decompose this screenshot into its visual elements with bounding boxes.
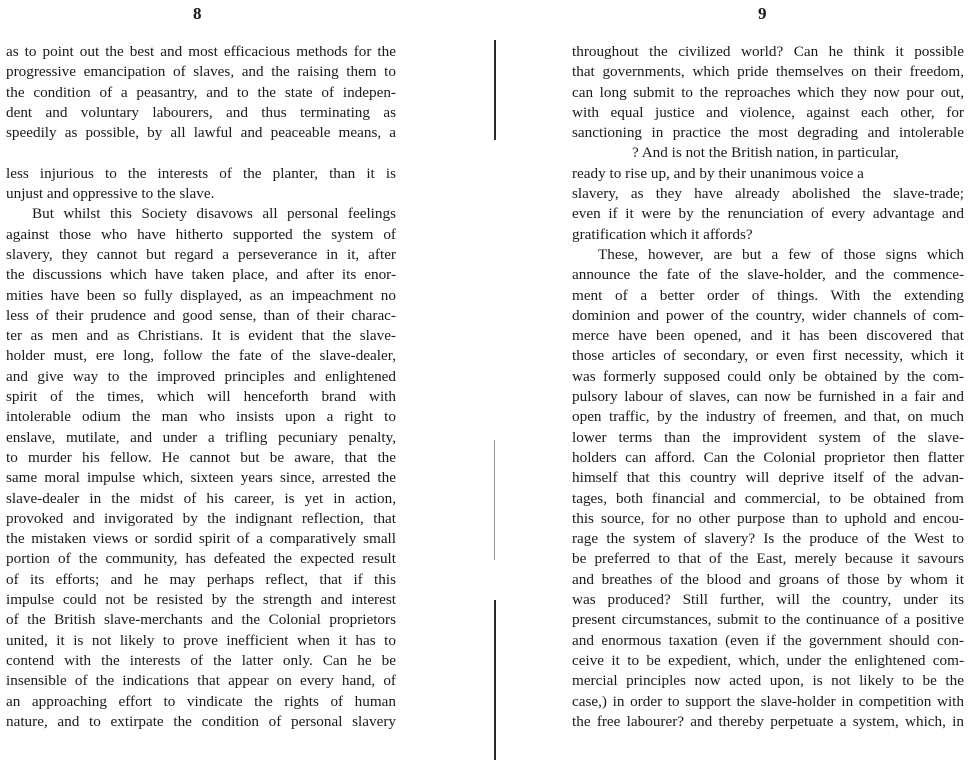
left-page-text xyxy=(6,42,396,732)
text-line: But whilst this Society disavows all personal feelings xyxy=(32,205,396,223)
text-line: with equal justice and violence, against each other, for xyxy=(572,103,964,121)
text-line: that governments, which pride themselves on their freedom, xyxy=(572,63,964,81)
text-line: the condition of a peasantry, and to the state of indepen- xyxy=(6,83,396,101)
text-line: open traffic, by the industry of freemen, and that, on much xyxy=(572,408,964,426)
text-line: ceive it to be expedient, which, under the enlightened com- xyxy=(572,651,964,669)
text-line: same moral impulse which, sixteen years since, arrested the xyxy=(6,469,396,487)
text-line: and breathes of the blood and groans of those by whom it xyxy=(572,570,964,588)
text-line: ter as men and as Christians. It is evident that the slave- xyxy=(6,327,396,345)
text-line: an approaching effort to vindicate the rights of human xyxy=(6,692,396,710)
page-number-left: 8 xyxy=(193,4,202,23)
text-line: himself that this country will deprive itself of the advan- xyxy=(572,469,964,487)
text-line: was produced? Still further, will the country, under its xyxy=(572,591,964,609)
text-line: less of their prudence and good sense, than of their charac- xyxy=(6,306,396,324)
text-line: ? And is not the British nation, in particular, xyxy=(632,144,899,162)
text-line: intolerable odium the man who insists upon a right to xyxy=(6,408,396,426)
text-line: throughout the civilized world? Can he think it possible xyxy=(572,43,964,60)
text-line: slave-dealer in the midst of his career, is yet in action, xyxy=(6,489,396,507)
text-line: pulsory labour of slaves, can now be furnished in a fair and xyxy=(572,388,964,406)
text-line: insensible of the indications that appear on every hand, of xyxy=(6,672,396,690)
text-line: speedily as possible, by all lawful and peaceable means, a xyxy=(6,124,396,142)
text-line: to murder his fellow. He cannot but be aware, that the xyxy=(6,448,396,466)
text-line: mercial principles now acted upon, is not likely to be the xyxy=(572,672,964,690)
text-line: announce the fate of the slave-holder, and the commence- xyxy=(572,266,964,284)
text-line: this source, for no other purpose than to uphold and encou- xyxy=(572,509,964,527)
text-line: These, however, are but a few of those signs which xyxy=(598,245,964,263)
text-line: against those who have hitherto supported the system of xyxy=(6,225,396,243)
text-line: mities have been so fully displayed, as an impeachment no xyxy=(6,286,396,304)
text-line: lower terms than the improvident system of the slave- xyxy=(572,428,964,446)
text-line: dominion and power of the country, wider channels of com- xyxy=(572,306,964,324)
text-line: contend with the interests of the latter only. Can he be xyxy=(6,651,396,669)
text-line: spirit of the times, which will henceforth brand with xyxy=(6,388,396,406)
text-line: progressive emancipation of slaves, and the raising them to xyxy=(6,63,396,81)
text-line: sanctioning in practice the most degrading and intolerable xyxy=(572,124,964,142)
text-line: holder must, ere long, follow the fate of the slave-dealer, xyxy=(6,347,396,365)
page-number-right: 9 xyxy=(758,4,767,23)
right-page xyxy=(490,0,980,769)
text-line: the mistaken views or sordid spirit of a comparatively small xyxy=(6,530,396,548)
text-line xyxy=(6,143,396,163)
text-line: tages, both financial and commercial, to be obtained from xyxy=(572,489,964,507)
right-page-text xyxy=(572,42,964,732)
text-line: slavery, as they have already abolished the slave-trade; xyxy=(572,185,964,203)
left-page xyxy=(0,0,480,769)
text-line: gratification which it affords? xyxy=(572,225,753,243)
text-line: and give way to the improved principles and enlightened xyxy=(6,367,396,385)
text-line: those articles of secondary, or even first necessity, which it xyxy=(572,347,964,365)
text-line: even if it were by the renunciation of every advantage and xyxy=(572,205,964,223)
text-line: provoked and invigorated by the indignant reflection, that xyxy=(6,509,396,527)
text-line: the discussions which have taken place, and after its enor- xyxy=(6,266,396,284)
text-line: unjust and oppressive to the slave. xyxy=(6,185,215,203)
text-line: of the British slave-merchants and the Colonial proprietors xyxy=(6,611,396,629)
text-line: impulse could not be resisted by the strength and interest xyxy=(6,591,396,609)
text-line: ready to rise up, and by their unanimous voice a xyxy=(572,164,864,182)
text-line: as to point out the best and most efficacious methods for the xyxy=(6,43,396,60)
text-line: dent and voluntary labourers, and thus terminating as xyxy=(6,103,396,121)
text-line: be preferred to that of the East, merely because it savours xyxy=(572,550,964,568)
text-line: portion of the community, has defeated the expected result xyxy=(6,550,396,568)
text-line: nature, and to extirpate the condition of personal slavery xyxy=(6,712,396,730)
text-line: of its efforts; and he may perhaps reflect, that if this xyxy=(6,570,396,588)
text-line: was formerly supposed could only be obtained by the com- xyxy=(572,367,964,385)
text-line: holders can afford. Can the Colonial proprietor then flatter xyxy=(572,448,964,466)
text-line: and enormous taxation (even if the government should con- xyxy=(572,631,964,649)
text-line: case,) in order to support the slave-holder in competition with xyxy=(572,692,964,710)
text-line: the free labourer? and thereby perpetuate a system, which, in xyxy=(572,712,964,730)
text-line: united, it is not likely to prove inefficient when it has to xyxy=(6,631,396,649)
text-line: merce have been opened, and it has been discovered that xyxy=(572,327,964,345)
text-line: enslave, mutilate, and under a trifling pecuniary penalty, xyxy=(6,428,396,446)
text-line: less injurious to the interests of the planter, than it is xyxy=(6,164,396,182)
text-line: present circumstances, submit to the continuance of a positive xyxy=(572,611,964,629)
text-line: can long submit to the reproaches which they now pour out, xyxy=(572,83,964,101)
text-line: slavery, they cannot but regard a perseverance in it, after xyxy=(6,245,396,263)
text-line: ment of a better order of things. With the extending xyxy=(572,286,964,304)
text-line: rage the system of slavery? Is the produce of the West to xyxy=(572,530,964,548)
